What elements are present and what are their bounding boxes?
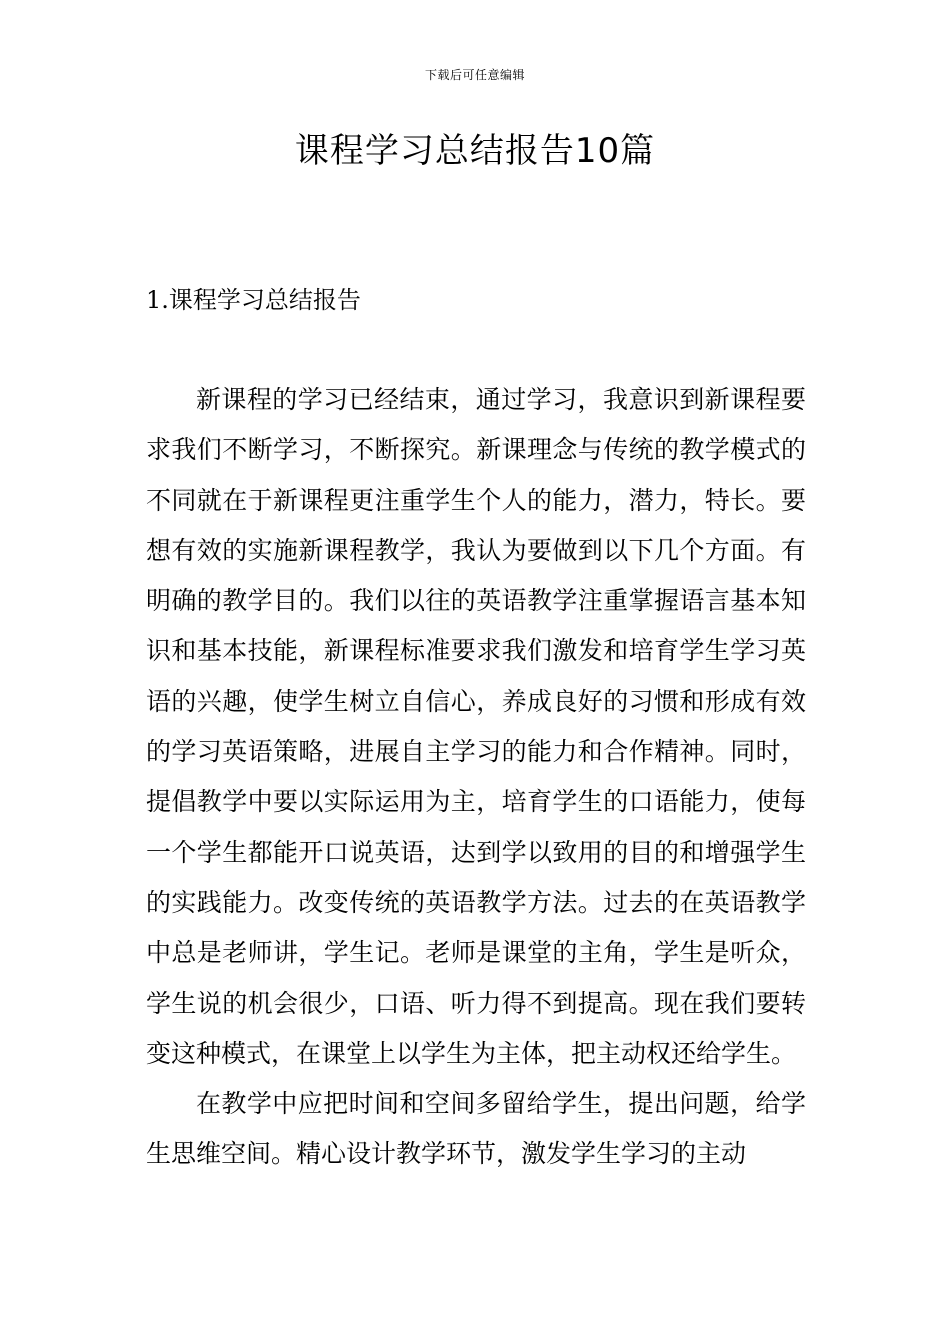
header-note: 下载后可任意编辑 (424, 68, 525, 82)
document-title: 课程学习总结报告10篇 (294, 131, 656, 171)
section-heading: 1.课程学习总结报告 (146, 286, 361, 314)
body-text (146, 375, 806, 1180)
paragraph: 新课程的学习已经结束，通过学习，我意识到新课程要求我们不断学习，不断探究。新课理念与传统的教学模式的不同就在于新课程更注重学生个人的能力，潜力，特长。要想有效的实施新课程教学，我认为要做到以下几个方面。有明确的教学目的。我们以往的英语教学注重掌握语言基本知识和基本技能，新课程标准要求我们激发和培育学生学习英语的兴趣，使学生树立自信心，养成良好的习惯和形成有效的学习英语策略，进展自主学习的能力和合作精神。同时，提倡教学中要以实际运用为主，培育学生的口语能力，使每一个学生都能开口说英语，达到学以致用的目的和增强学生的实践能力。改变传统的英语教学方法。过去的在英语教学中总是老师讲，学生记。老师是课堂的主角，学生是听众，学生说的机会很少，口语、听力得不到提高。现在我们要转变这种模式，在课堂上以学生为主体，把主动权还给学生。 (146, 385, 806, 1068)
paragraph: 在教学中应把时间和空间多留给学生，提出问题，给学生思维空间。精心设计教学环节，激发学生学习的主动 (146, 1089, 806, 1169)
